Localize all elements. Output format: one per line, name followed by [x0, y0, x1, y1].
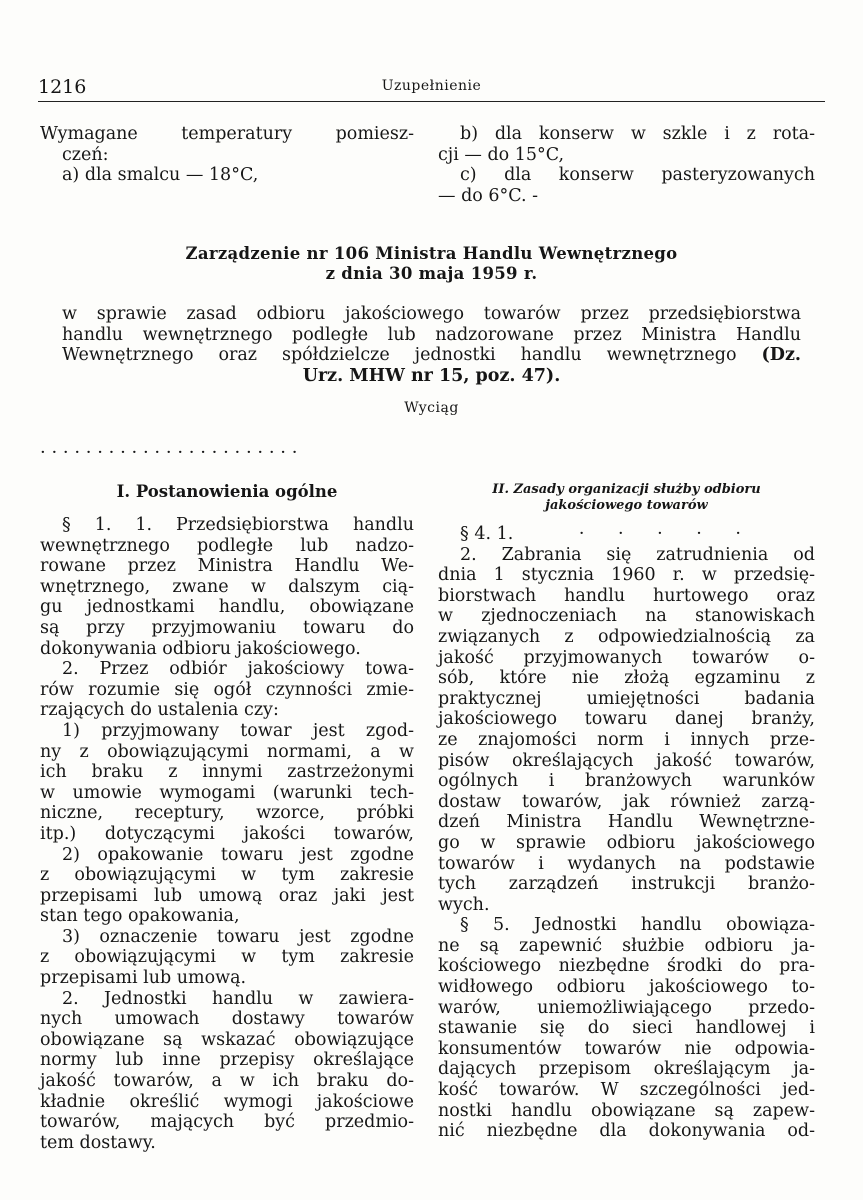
text-line: — do 6°C. ‑ [438, 185, 539, 206]
text-line: wewnętrznego podległe lub nadzo- [40, 535, 414, 556]
text-line: rowane przez Ministra Handlu We- [40, 556, 414, 577]
text-line: § 1. 1. Przedsiębiorstwa handlu [62, 515, 414, 535]
text-line: przepisami lub umową. [40, 968, 247, 989]
running-title: Uzupełnienie [381, 78, 482, 94]
subject-line [62, 366, 801, 387]
paragraph-4-1 [438, 524, 815, 545]
text-line: w zjednoczeniach na stanowiskach [438, 606, 815, 627]
text-line: widłowego odbioru jakościowego to- [438, 977, 815, 998]
header-rule [38, 101, 825, 102]
text-line: go w sprawie odbioru jakościowego [438, 832, 815, 853]
section-heading [438, 482, 815, 514]
text-line: czeń: [62, 144, 109, 165]
text-line: ny z obowiązującymi normami, a w [40, 741, 414, 762]
text-line: kładnie określić wymogi jakościowe [40, 1091, 414, 1112]
text-line: c) dla konserw pasteryzowanych [460, 165, 815, 186]
text-line: ich braku z innymi zastrzeżonymi [40, 762, 414, 783]
text-line: gu jednostkami handlu, obowiązane [40, 597, 414, 618]
text-line: b) dla konserw w szkle i z rota- [460, 124, 815, 144]
text-line: nić niezbędne dla dokonywania od- [438, 1121, 815, 1142]
text-line: itp.) dotyczącymi jakości towarów, [40, 823, 414, 844]
heading-line: II. Zasady organizacji służby odbioru [492, 482, 761, 497]
text-line: przepisami lub umową oraz jaki jest [40, 885, 414, 906]
text-line: dających przepisom określającym ja- [438, 1059, 815, 1080]
document-subject [62, 304, 801, 386]
subject-citation: Urz. MHW nr 15, poz. 47). [302, 365, 561, 386]
text-line: tych zarządzeń instrukcji branżo- [438, 874, 815, 895]
text-line: wych. [438, 894, 490, 915]
text-line: towarów i wydanych na podstawie [438, 853, 815, 874]
text-line: ne są zapewnić służbie odbioru ja- [438, 935, 815, 956]
text-line: w umowie wymogami (warunki tech- [40, 782, 414, 803]
subject-text: Wewnętrznego oraz spółdzielcze jednostki handlu wewnętrznego [62, 345, 737, 366]
text-line: z obowiązującymi w tym zakresie [40, 947, 414, 968]
text-line: ze znajomości norm i innych prze- [438, 729, 815, 750]
text-line: § 5. Jednostki handlu obowiąza- [460, 915, 815, 936]
text-line: jakość przyjmowanych towarów o- [438, 647, 815, 668]
text-line: dostaw towarów, jak również zarzą- [438, 791, 815, 812]
text-line: 2) opakowanie towaru jest zgodne [62, 844, 414, 865]
text-line: towarów, mających być przedmio- [40, 1112, 414, 1133]
text-line: biorstwach handlu hurtowego oraz [438, 585, 815, 606]
text-line: wnętrznego, zwane w dalszym cią- [40, 576, 414, 597]
text-line: kość towarów. W szczególności jed- [438, 1080, 815, 1101]
text-line: nych umowach dostawy towarów [40, 1009, 414, 1030]
text-line: dokonywania odbioru jakościowego. [40, 638, 361, 659]
page-number: 1216 [38, 76, 87, 98]
text-line: 2. Zabrania się zatrudnienia od [460, 544, 815, 565]
text-line: a) dla smalcu — 18°C, [62, 165, 259, 186]
text-line: praktycznej umiejętności badania [438, 688, 815, 709]
text-line: Wymagane temperatury pomiesz- [40, 124, 414, 144]
text-line: ogólnych i branżowych warunków [438, 771, 815, 792]
text-line: 2. Przez odbiór jakościowy towa- [62, 659, 414, 680]
text-line: cji — do 15°C, [438, 144, 565, 165]
page-header [38, 76, 825, 100]
text-line: normy lub inne przepisy określające [40, 1050, 414, 1071]
text-line: rów rozumie się ogół czynności zmie- [40, 679, 414, 700]
left-column-body [40, 515, 414, 1153]
section-mark: § 4. 1. [460, 524, 514, 544]
text-line: dzeń Ministra Handlu Wewnętrzne- [438, 812, 815, 833]
right-column-body [438, 524, 815, 1142]
right-paragraphs [438, 545, 815, 1142]
top-right-column [438, 124, 815, 206]
text-line: nostki handlu obowiązane są zapew- [438, 1100, 815, 1121]
text-line: obowiązane są wskazać obowiązujące [40, 1029, 414, 1050]
section-heading: I. Postanowienia ogólne [116, 482, 338, 501]
text-line: 3) oznaczenie towaru jest zgodne [62, 926, 414, 947]
text-line: dnia 1 stycznia 1960 r. w przedsię- [438, 565, 815, 586]
text-line: rzających do ustalenia czy: [40, 700, 279, 721]
text-line: stawanie się do sieci handlowej i [438, 1018, 815, 1039]
text-line: niczne, receptury, wzorce, próbki [40, 803, 414, 824]
subject-line: handlu wewnętrznego podległe lub nadzorowane przez Ministra Handlu [62, 324, 801, 345]
text-line: sób, które nie złożą egzaminu z [438, 668, 815, 689]
subject-line: w sprawie zasad odbioru jakościowego towarów przez przedsiębiorstwa [62, 304, 801, 324]
dot-leader: · · · · · · · · · · · · · · · · · · · · · · · [40, 442, 298, 463]
document-title [60, 244, 803, 284]
text-line: tem dostawy. [40, 1132, 156, 1153]
subject-citation: (Dz. [761, 345, 801, 366]
text-line: jakościowego towaru danej branży, [438, 709, 815, 730]
top-left-column [40, 124, 414, 186]
text-line: z obowiązującymi w tym zakresie [40, 865, 414, 886]
text-line: konsumentów towarów nie odpowia- [438, 1038, 815, 1059]
text-line: 2. Jednostki handlu w zawiera- [62, 988, 414, 1009]
dot-leader: · · · · · [578, 524, 755, 544]
text-line: pisów określających jakość towarów, [438, 750, 815, 771]
text-line: 1) przyjmowany towar jest zgod- [62, 720, 414, 741]
extract-label: Wyciąg [404, 400, 459, 416]
text-line: stan tego opakowania, [40, 906, 240, 927]
text-line: kościowego niezbędne środki do pra- [438, 956, 815, 977]
text-line: jakość towarów, a w ich braku do- [40, 1071, 414, 1092]
text-line: związanych z odpowiedzialnością za [438, 626, 815, 647]
text-line: warów, uniemożliwiającego przedo- [438, 997, 815, 1018]
title-line: Zarządzenie nr 106 Ministra Handlu Wewnętrznego [185, 244, 678, 263]
subject-line [62, 345, 801, 366]
title-line: z dnia 30 maja 1959 r. [325, 264, 538, 283]
heading-line: jakościowego towarów [545, 498, 708, 513]
text-line: są przy przyjmowaniu towaru do [40, 617, 414, 638]
ellipsis-dots [40, 442, 823, 463]
